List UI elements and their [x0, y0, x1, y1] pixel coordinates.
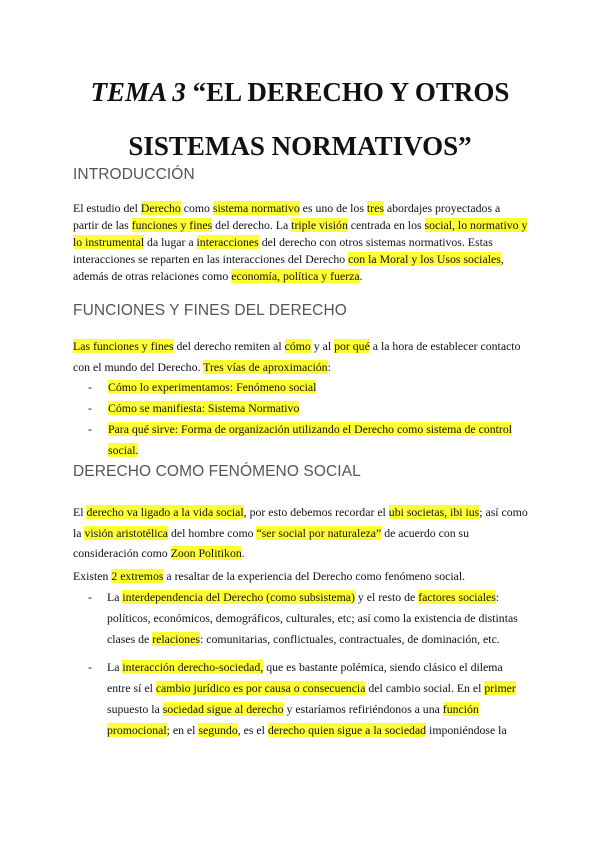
heading-introduccion: INTRODUCCIÓN — [73, 166, 195, 183]
intro-paragraph: El estudio del Derecho como sistema normativo es uno de los tres abordajes proyectados a partir de las funciones y fines del derecho. La triple visión centrada en los social, lo normativo y lo instrumental da lugar a interacciones del derecho con otros sistemas normativos. Estas interacciones se reparten en las interacciones del Derecho con la Moral y los Usos sociales, además de otras relaciones como economía, política y fuerza. — [73, 201, 528, 283]
title-line2: SISTEMAS NORMATIVOS” — [128, 131, 472, 161]
funciones-list — [88, 377, 528, 461]
title-tema: TEMA 3 — [90, 77, 186, 107]
heading-fenomeno-social: DERECHO COMO FENÓMENO SOCIAL — [73, 463, 361, 480]
fenomeno-paragraph: El derecho va ligado a la vida social, por esto debemos recordar el ubi societas, ibi ius; así como la visión aristotélica del hombre como “ser social por naturaleza” de acuerdo con su consideración como Zoon Politikon. — [73, 505, 528, 560]
funciones-paragraph: Las funciones y fines del derecho remiten al cómo y al por qué a la hora de establecer contacto con el mundo del Derecho. Tres vías de aproximación: — [73, 339, 521, 374]
heading-funciones: FUNCIONES Y FINES DEL DERECHO — [73, 302, 347, 319]
document-title — [30, 72, 570, 166]
list-item: - Cómo lo experimentamos: Fenómeno social — [88, 377, 528, 398]
extremos-paragraph: Existen 2 extremos a resaltar de la experiencia del Derecho como fenómeno social. — [73, 569, 466, 583]
list-item: - Para qué sirve: Forma de organización utilizando el Derecho como sistema de control social. — [88, 419, 528, 461]
list-item: - Cómo se manifiesta: Sistema Normativo — [88, 398, 528, 419]
list-item: - La interdependencia del Derecho (como subsistema) y el resto de factores sociales: políticos, económicos, demográficos, culturales, etc; así como la existencia de distintas clases de relaciones: comunitarias, conflictuales, contractuales, de dominación, etc. — [88, 587, 528, 650]
extremos-list — [88, 587, 528, 741]
list-item: - La interacción derecho-sociedad, que es bastante polémica, siendo clásico el dilema entre sí el cambio jurídico es por causa o consecuencia del cambio social. En el primer supuesto la sociedad sigue al derecho y estaríamos refiriéndonos a una función promocional; en el segundo, es el derecho quien sigue a la sociedad imponiéndose la — [88, 657, 528, 741]
title-line1: “EL DERECHO Y OTROS — [185, 77, 510, 107]
